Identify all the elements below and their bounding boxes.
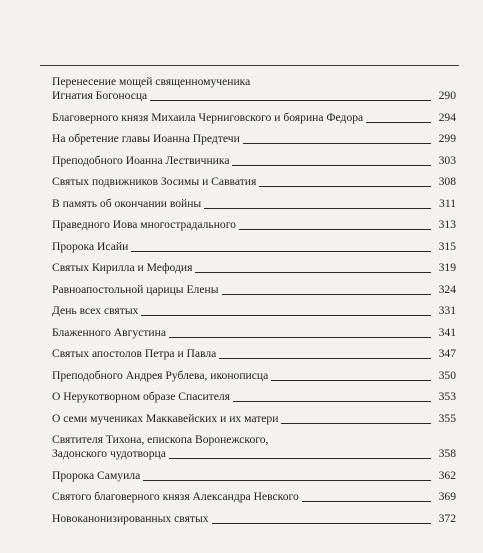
toc-entry-page-number: 313 xyxy=(438,218,456,231)
leader-line xyxy=(302,501,431,502)
toc-entry xyxy=(52,490,456,504)
toc-entry-page-number: 362 xyxy=(438,468,456,482)
leader-line xyxy=(243,143,431,144)
toc-entry-page-number: 331 xyxy=(438,304,456,317)
leader-line xyxy=(169,458,431,459)
toc-entry-page-number: 350 xyxy=(438,368,456,382)
leader-line xyxy=(281,423,431,424)
leader-line xyxy=(141,315,431,316)
toc-entry xyxy=(52,132,456,146)
toc-entry-page-number: 290 xyxy=(438,89,456,102)
leader-line xyxy=(271,380,431,381)
toc-entry xyxy=(52,175,456,189)
toc-entry-title: Святых апостолов Петра и Павла xyxy=(52,347,217,360)
toc-entry-title: Равноапостольной царицы Елены xyxy=(52,282,219,296)
toc-entry-title: Преподобного Иоанна Лествичника xyxy=(52,153,230,167)
toc-entry xyxy=(52,261,456,275)
toc-entry-title: Преподобного Андрея Рублева, иконописца xyxy=(52,368,269,382)
toc-entry-title-line: Перенесение мощей священномученика xyxy=(52,75,251,88)
toc-entry-page-number: 311 xyxy=(439,196,456,210)
toc-entry xyxy=(52,304,456,318)
leader-line xyxy=(233,401,431,402)
leader-line xyxy=(169,337,431,338)
toc-entry-title: Святых Кирилла и Мефодия xyxy=(52,261,193,274)
toc-entry-page-number: 369 xyxy=(438,490,456,503)
toc-entry-page-number: 303 xyxy=(438,153,456,167)
toc-entry-page-number: 308 xyxy=(438,175,456,188)
toc-entry xyxy=(52,75,456,103)
toc-entry xyxy=(52,347,456,361)
toc-entry-title: О Нерукотворном образе Спасителя xyxy=(52,390,231,403)
toc-entry-title-line: Святителя Тихона, епископа Воронежского, xyxy=(52,433,269,446)
toc-entry-title: Задонского чудотворца xyxy=(52,447,166,460)
toc-entry-title: Святого благоверного князя Александра Невского xyxy=(52,490,299,503)
leader-line xyxy=(212,523,431,524)
toc-entry xyxy=(52,326,456,340)
toc-entry-page-number: 341 xyxy=(438,325,456,339)
leader-line xyxy=(259,186,431,187)
leader-line xyxy=(232,165,431,166)
leader-line xyxy=(219,358,431,359)
leader-line xyxy=(222,294,432,295)
toc-entry xyxy=(52,433,456,461)
toc-entry-title: Благоверного князя Михаила Черниговского и боярина Федора xyxy=(52,110,364,124)
toc-entry-page-number: 315 xyxy=(438,239,456,253)
toc-entry-title: Святых подвижников Зосимы и Савватия xyxy=(52,175,257,188)
toc-entry xyxy=(52,512,456,526)
leader-line xyxy=(204,208,431,209)
leader-line xyxy=(366,122,431,123)
leader-line xyxy=(150,100,431,101)
toc-entry-title: На обретение главы Иоанна Предтечи xyxy=(52,132,240,145)
leader-line xyxy=(195,272,431,273)
toc-entry xyxy=(52,240,456,254)
toc-entry xyxy=(52,111,456,125)
toc-entry-title: День всех святых xyxy=(52,304,139,317)
toc-entry-page-number: 358 xyxy=(438,447,456,460)
leader-line xyxy=(143,480,431,481)
toc-entry xyxy=(52,283,456,297)
toc-entry xyxy=(52,218,456,232)
toc-entry xyxy=(52,369,456,383)
toc-entry-page-number: 347 xyxy=(438,347,456,360)
table-of-contents xyxy=(52,75,456,533)
toc-entry-page-number: 355 xyxy=(438,411,456,425)
top-rule xyxy=(40,65,459,66)
toc-entry xyxy=(52,390,456,404)
toc-entry-title: Праведного Иова многострадального xyxy=(52,218,236,231)
toc-entry-title: Игнатия Богоносца xyxy=(52,89,148,102)
toc-entry-title: О семи мучениках Маккавейских и их матери xyxy=(52,411,279,425)
toc-entry-title: Пророка Исайи xyxy=(52,239,129,253)
toc-entry-page-number: 299 xyxy=(438,132,456,145)
toc-entry-page-number: 353 xyxy=(438,390,456,403)
toc-entry xyxy=(52,412,456,426)
toc-entry xyxy=(52,154,456,168)
toc-entry xyxy=(52,469,456,483)
toc-entry-title: В память об окончании войны xyxy=(52,196,202,210)
toc-entry-title: Новоканонизированных святых xyxy=(52,511,209,525)
toc-entry-page-number: 294 xyxy=(438,110,456,124)
toc-entry-page-number: 319 xyxy=(438,261,456,274)
toc-entry-title: Пророка Самуила xyxy=(52,468,141,482)
toc-entry-page-number: 372 xyxy=(438,511,456,525)
leader-line xyxy=(239,229,431,230)
toc-entry-title: Блаженного Августина xyxy=(52,325,166,339)
toc-entry xyxy=(52,197,456,211)
leader-line xyxy=(131,251,431,252)
toc-entry-page-number: 324 xyxy=(438,282,456,296)
